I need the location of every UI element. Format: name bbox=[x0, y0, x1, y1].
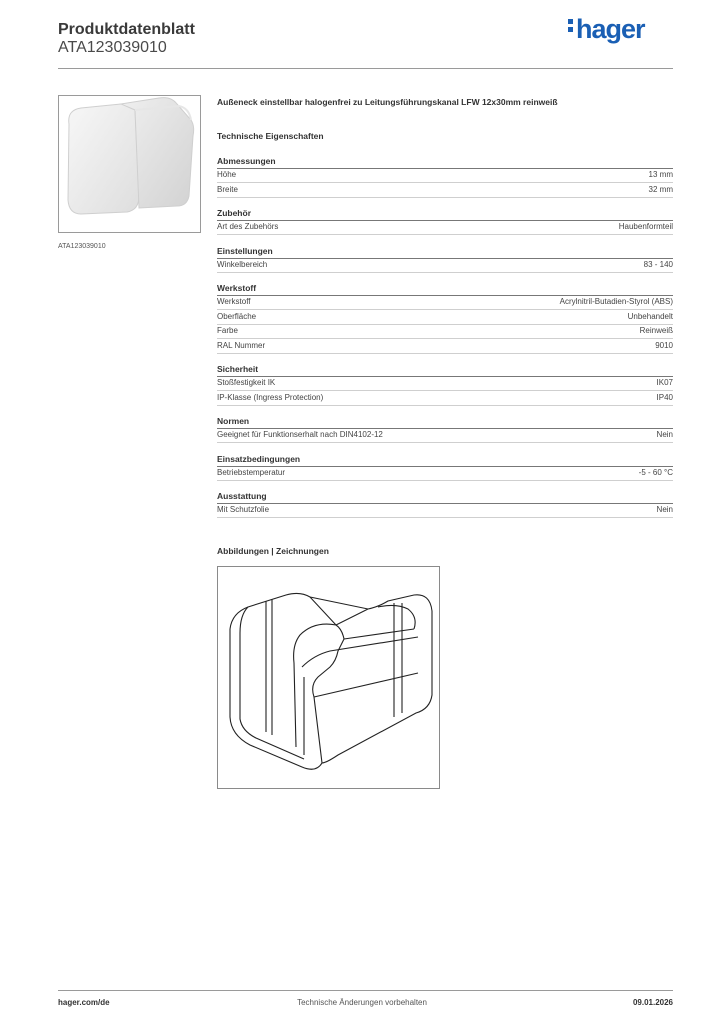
property-row bbox=[217, 467, 673, 481]
logo-dots-icon bbox=[568, 16, 573, 35]
property-value: IP40 bbox=[656, 392, 673, 402]
property-label: Mit Schutzfolie bbox=[217, 505, 270, 514]
property-row bbox=[217, 325, 673, 339]
property-row bbox=[217, 296, 673, 310]
property-label: Geeignet für Funktionserhalt nach DIN4102-12 bbox=[217, 430, 383, 439]
property-label: Stoßfestigkeit IK bbox=[217, 378, 276, 387]
property-row bbox=[217, 311, 673, 325]
section-title: Normen bbox=[217, 416, 250, 426]
footer-date: 09.01.2026 bbox=[632, 998, 673, 1007]
product-image bbox=[58, 95, 201, 233]
article-number: ATA123039010 bbox=[58, 39, 167, 56]
section-title: Ausstattung bbox=[217, 491, 267, 501]
property-label: Breite bbox=[217, 184, 238, 194]
product-photo-icon bbox=[59, 96, 200, 232]
property-value: 13 mm bbox=[648, 170, 673, 179]
property-row bbox=[217, 221, 673, 235]
property-value: Nein bbox=[656, 505, 673, 514]
section-title: Einstellungen bbox=[217, 245, 273, 256]
section-title: Einsatzbedingungen bbox=[217, 453, 301, 464]
hager-logo bbox=[568, 14, 645, 45]
property-label: RAL Nummer bbox=[217, 340, 266, 350]
property-label: Winkelbereich bbox=[217, 259, 268, 269]
property-row bbox=[217, 259, 673, 273]
property-row bbox=[217, 392, 673, 406]
property-label: Höhe bbox=[217, 170, 237, 179]
property-value: IK07 bbox=[656, 378, 673, 387]
section-title: Sicherheit bbox=[217, 364, 259, 374]
logo-text: hager bbox=[576, 14, 645, 44]
property-value: -5 - 60 °C bbox=[638, 467, 673, 477]
property-value: Nein bbox=[656, 430, 673, 439]
technical-drawing bbox=[217, 566, 440, 789]
property-row bbox=[217, 169, 673, 183]
property-row bbox=[217, 504, 673, 518]
footer-notice: Technische Änderungen vorbehalten bbox=[297, 998, 427, 1007]
property-value: 9010 bbox=[655, 340, 673, 350]
section-title: Abmessungen bbox=[217, 156, 276, 166]
property-row bbox=[217, 340, 673, 354]
tech-properties-heading: Technische Eigenschaften bbox=[217, 131, 324, 141]
property-value: 32 mm bbox=[648, 184, 673, 194]
property-value: 83 - 140 bbox=[643, 259, 673, 269]
drawings-heading: Abbildungen | Zeichnungen bbox=[217, 546, 329, 556]
property-label: Farbe bbox=[217, 326, 238, 335]
property-row bbox=[217, 429, 673, 443]
section-title: Werkstoff bbox=[217, 283, 257, 293]
property-value: Unbehandelt bbox=[627, 311, 673, 321]
property-row bbox=[217, 184, 673, 198]
footer-divider bbox=[58, 990, 673, 991]
property-label: Art des Zubehörs bbox=[217, 222, 279, 231]
property-label: IP-Klasse (Ingress Protection) bbox=[217, 392, 324, 402]
property-value: Haubenformteil bbox=[618, 222, 673, 231]
property-value: Acrylnitril-Butadien-Styrol (ABS) bbox=[559, 297, 673, 306]
property-label: Oberfläche bbox=[217, 311, 257, 321]
product-image-caption: ATA123039010 bbox=[58, 243, 106, 250]
property-label: Werkstoff bbox=[217, 297, 251, 306]
property-label: Betriebstemperatur bbox=[217, 467, 286, 477]
corner-drawing-icon bbox=[218, 567, 439, 788]
header-divider bbox=[58, 68, 673, 69]
section-title: Zubehör bbox=[217, 208, 251, 218]
product-description: Außeneck einstellbar halogenfrei zu Leitungsführungskanal LFW 12x30mm reinweiß bbox=[217, 97, 558, 107]
property-value: Reinweiß bbox=[639, 326, 673, 335]
footer-website: hager.com/de bbox=[58, 998, 110, 1007]
property-row bbox=[217, 377, 673, 391]
page-title: Produktdatenblatt bbox=[58, 21, 195, 38]
